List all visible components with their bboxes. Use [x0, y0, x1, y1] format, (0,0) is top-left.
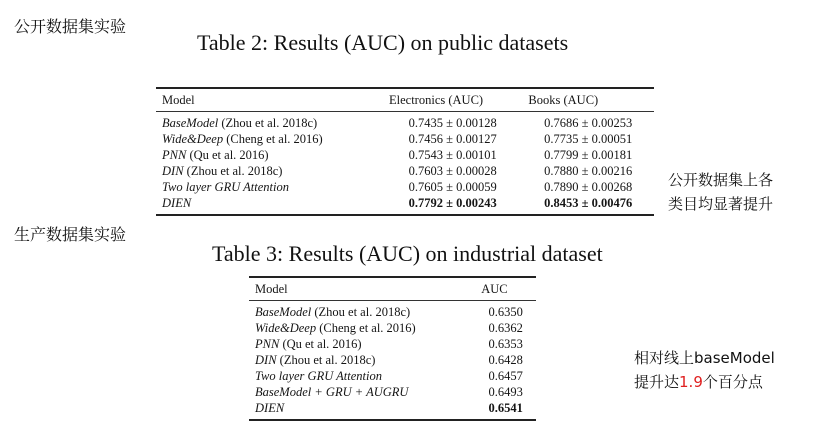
table-row — [249, 368, 536, 384]
model-name: BaseModel + GRU + AUGRU — [255, 385, 409, 399]
table2-header-electronics: Electronics (AUC) — [383, 88, 522, 112]
model-citation: (Qu et al. 2016) — [186, 148, 269, 162]
table-row — [156, 131, 654, 147]
model-citation: (Zhou et al. 2018c) — [311, 305, 411, 319]
table2-header-books: Books (AUC) — [522, 88, 654, 112]
auc-value: 0.6350 — [488, 305, 523, 319]
table-row — [249, 336, 536, 352]
books-auc: 0.7890 ± 0.00268 — [544, 180, 633, 194]
model-name: BaseModel — [162, 116, 219, 130]
table-row — [156, 147, 654, 163]
model-citation: (Zhou et al. 2018c) — [183, 164, 283, 178]
model-citation: (Cheng et al. 2016) — [223, 132, 323, 146]
model-name: DIN — [162, 164, 184, 178]
electronics-auc-best: 0.7792 ± 0.00243 — [408, 196, 497, 210]
electronics-auc: 0.7435 ± 0.00128 — [408, 116, 497, 130]
model-citation: (Qu et al. 2016) — [279, 337, 362, 351]
model-cell — [249, 352, 475, 368]
model-cell — [156, 112, 383, 132]
table2-header-row — [156, 88, 654, 112]
section1-note — [668, 168, 773, 216]
books-auc: 0.7880 ± 0.00216 — [544, 164, 633, 178]
section2-note-line2 — [634, 370, 775, 394]
model-name: DIN — [255, 353, 277, 367]
model-cell — [249, 336, 475, 352]
model-cell — [156, 179, 383, 195]
table-row — [249, 384, 536, 400]
model-cell — [156, 147, 383, 163]
auc-value: 0.6353 — [488, 337, 523, 351]
books-auc: 0.7686 ± 0.00253 — [544, 116, 633, 130]
model-name: Wide&Deep — [255, 321, 317, 335]
model-citation: (Cheng et al. 2016) — [316, 321, 416, 335]
table3 — [249, 276, 536, 421]
auc-value-best: 0.6541 — [488, 401, 523, 415]
model-name: Two layer GRU Attention — [255, 369, 382, 383]
model-name: Two layer GRU Attention — [162, 180, 289, 194]
table-row — [249, 400, 536, 420]
section1-heading: 公开数据集实验 — [14, 17, 127, 36]
electronics-auc: 0.7456 ± 0.00127 — [408, 132, 497, 146]
books-auc: 0.7735 ± 0.00051 — [544, 132, 633, 146]
table-row — [156, 163, 654, 179]
model-citation: (Zhou et al. 2018c) — [218, 116, 318, 130]
model-name: Wide&Deep — [162, 132, 224, 146]
model-name: PNN — [162, 148, 187, 162]
model-cell — [156, 131, 383, 147]
model-citation: (Zhou et al. 2018c) — [276, 353, 376, 367]
auc-value: 0.6457 — [488, 369, 523, 383]
model-cell — [249, 320, 475, 336]
section2-note-line1: 相对线上baseModel — [634, 349, 775, 367]
model-cell — [249, 368, 475, 384]
table3-header-model: Model — [249, 277, 475, 301]
electronics-auc: 0.7605 ± 0.00059 — [408, 180, 497, 194]
note-suffix: 个百分点 — [702, 373, 763, 391]
table-row — [156, 112, 654, 132]
electronics-auc: 0.7543 ± 0.00101 — [408, 148, 497, 162]
note-prefix: 提升达 — [634, 373, 680, 391]
table2-title: Table 2: Results (AUC) on public datasets — [197, 30, 569, 55]
table-row — [156, 195, 654, 215]
model-name: BaseModel — [255, 305, 312, 319]
auc-value: 0.6428 — [488, 353, 523, 367]
section2-heading: 生产数据集实验 — [14, 225, 127, 244]
auc-value: 0.6493 — [488, 385, 523, 399]
model-cell — [249, 301, 475, 321]
section1-note-line2: 类目均显著提升 — [668, 195, 774, 213]
highlight-number: 1.9 — [679, 373, 703, 391]
model-name: PNN — [255, 337, 280, 351]
table2-header-model: Model — [156, 88, 383, 112]
table-row — [249, 301, 536, 321]
table-row — [249, 352, 536, 368]
books-auc-best: 0.8453 ± 0.00476 — [544, 196, 633, 210]
electronics-auc: 0.7603 ± 0.00028 — [408, 164, 497, 178]
table3-header-auc: AUC — [475, 277, 536, 301]
model-cell — [156, 195, 383, 215]
auc-value: 0.6362 — [488, 321, 523, 335]
model-name: DIEN — [162, 196, 192, 210]
table2 — [156, 87, 654, 216]
section2-note — [634, 346, 775, 394]
model-cell — [249, 384, 475, 400]
table3-title: Table 3: Results (AUC) on industrial dataset — [212, 241, 603, 266]
model-name: DIEN — [255, 401, 285, 415]
section1-note-line1: 公开数据集上各 — [668, 171, 774, 189]
books-auc: 0.7799 ± 0.00181 — [544, 148, 633, 162]
table-row — [249, 320, 536, 336]
table-row — [156, 179, 654, 195]
model-cell — [249, 400, 475, 420]
table3-header-row — [249, 277, 536, 301]
model-cell — [156, 163, 383, 179]
